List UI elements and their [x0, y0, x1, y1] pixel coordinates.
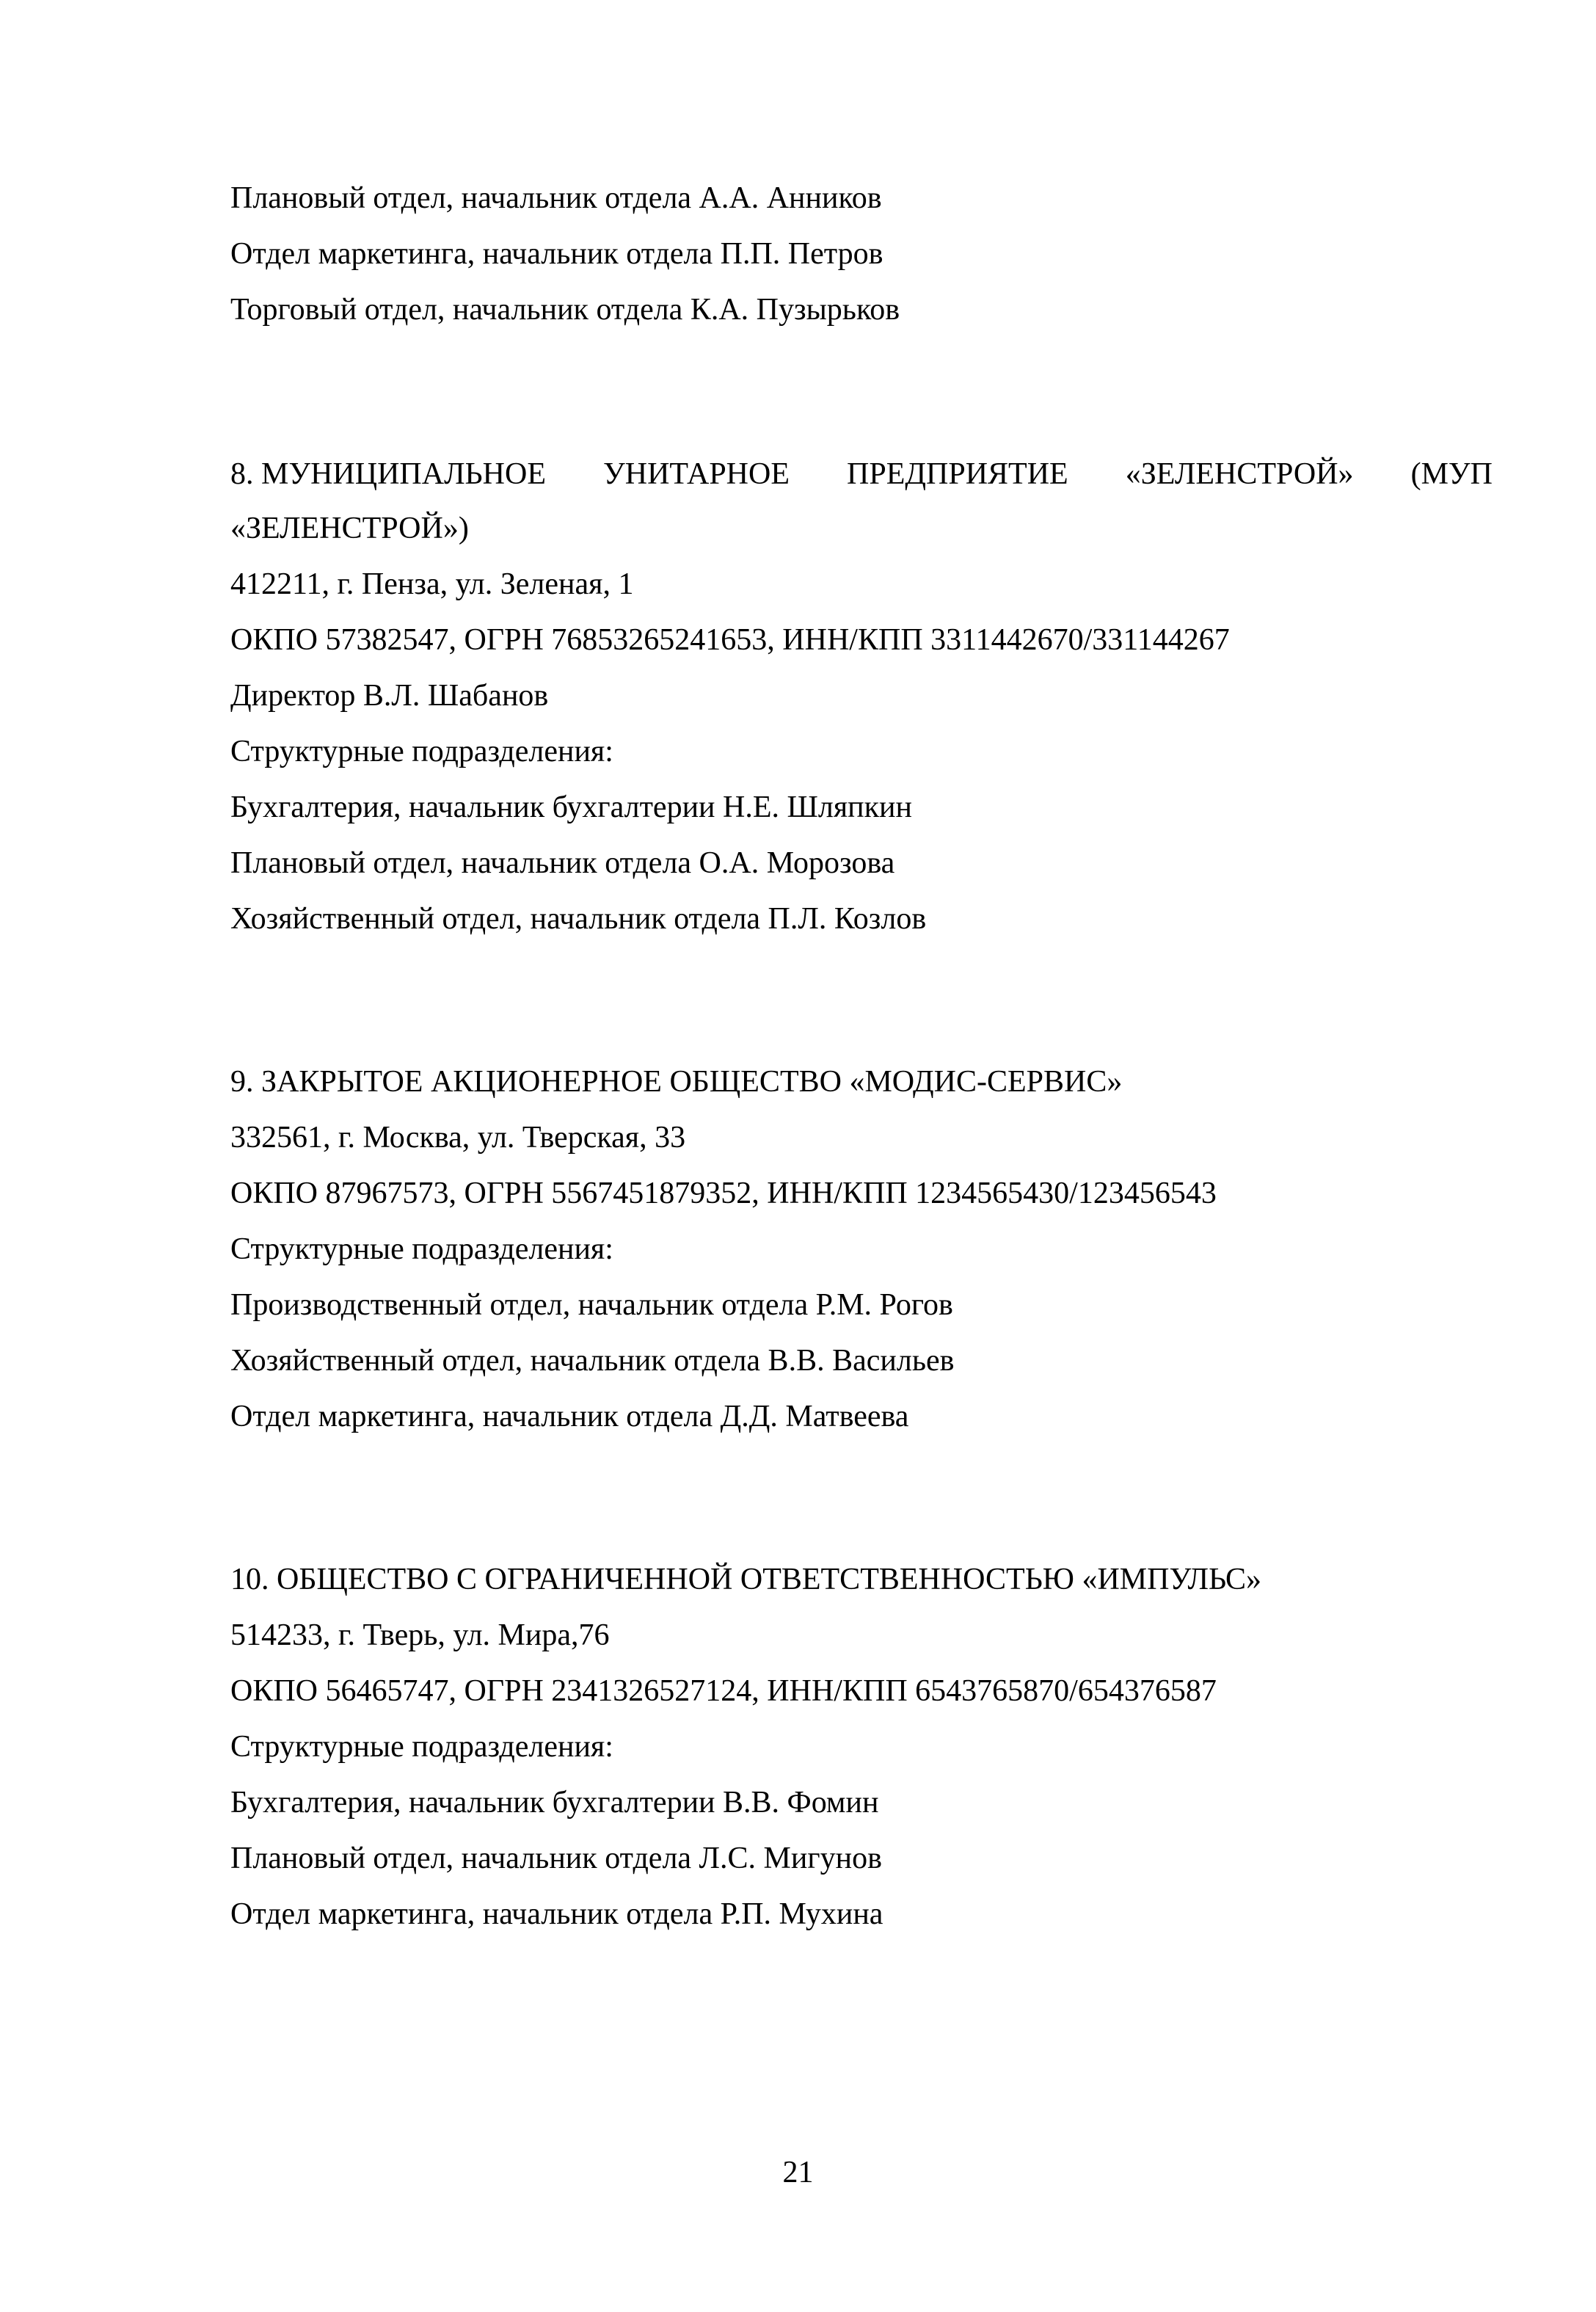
org8-heading-word-3: ПРЕДПРИЯТИЕ — [847, 457, 1068, 491]
org9-heading: 9. ЗАКРЫТОЕ АКЦИОНЕРНОЕ ОБЩЕСТВО «МОДИС-СЕРВИС» — [230, 1065, 1123, 1099]
org10-subdivisions-label: Структурные подразделения: — [230, 1730, 613, 1764]
org8-heading-word-1: 8. МУНИЦИПАЛЬНОЕ — [230, 457, 546, 491]
org8-heading-continuation: «ЗЕЛЕНСТРОЙ») — [230, 512, 469, 545]
org8-subdivision-1: Бухгалтерия, начальник бухгалтерии Н.Е. Шляпкин — [230, 790, 912, 824]
org9-subdivision-2: Хозяйственный отдел, начальник отдела В.В. Васильев — [230, 1344, 955, 1378]
top-line-3: Торговый отдел, начальник отдела К.А. Пузырьков — [230, 293, 900, 327]
org8-heading — [230, 452, 1493, 496]
org10-subdivision-2: Плановый отдел, начальник отдела Л.С. Мигунов — [230, 1842, 882, 1875]
org10-subdivision-3: Отдел маркетинга, начальник отдела Р.П. Мухина — [230, 1897, 883, 1931]
org10-subdivision-1: Бухгалтерия, начальник бухгалтерии В.В. Фомин — [230, 1786, 879, 1820]
org8-heading-word-4: «ЗЕЛЕНСТРОЙ» — [1125, 457, 1354, 491]
org8-subdivision-3: Хозяйственный отдел, начальник отдела П.Л. Козлов — [230, 902, 927, 936]
org8-director: Директор В.Л. Шабанов — [230, 679, 549, 713]
org8-codes: ОКПО 57382547, ОГРН 76853265241653, ИНН/КПП 3311442670/331144267 — [230, 623, 1230, 657]
org9-subdivisions-label: Структурные подразделения: — [230, 1232, 613, 1266]
org8-address: 412211, г. Пенза, ул. Зеленая, 1 — [230, 567, 634, 601]
org9-codes: ОКПО 87967573, ОГРН 5567451879352, ИНН/КПП 1234565430/123456543 — [230, 1177, 1217, 1210]
org8-subdivision-2: Плановый отдел, начальник отдела О.А. Морозова — [230, 846, 895, 880]
org9-subdivision-1: Производственный отдел, начальник отдела Р.М. Рогов — [230, 1288, 953, 1322]
top-line-2: Отдел маркетинга, начальник отдела П.П. Петров — [230, 237, 883, 271]
org9-subdivision-3: Отдел маркетинга, начальник отдела Д.Д. Матвеева — [230, 1400, 909, 1433]
org8-heading-word-2: УНИТАРНОЕ — [603, 457, 790, 491]
org8-heading-word-5: (МУП — [1410, 457, 1493, 491]
top-line-1: Плановый отдел, начальник отдела А.А. Анников — [230, 181, 882, 215]
page-number: 21 — [782, 2156, 814, 2189]
org8-subdivisions-label: Структурные подразделения: — [230, 735, 613, 768]
org10-heading: 10. ОБЩЕСТВО С ОГРАНИЧЕННОЙ ОТВЕТСТВЕННОСТЬЮ «ИМПУЛЬС» — [230, 1563, 1262, 1596]
org9-address: 332561, г. Москва, ул. Тверская, 33 — [230, 1121, 686, 1155]
org10-address: 514233, г. Тверь, ул. Мира,76 — [230, 1618, 610, 1652]
org10-codes: ОКПО 56465747, ОГРН 2341326527124, ИНН/КПП 6543765870/654376587 — [230, 1674, 1217, 1708]
